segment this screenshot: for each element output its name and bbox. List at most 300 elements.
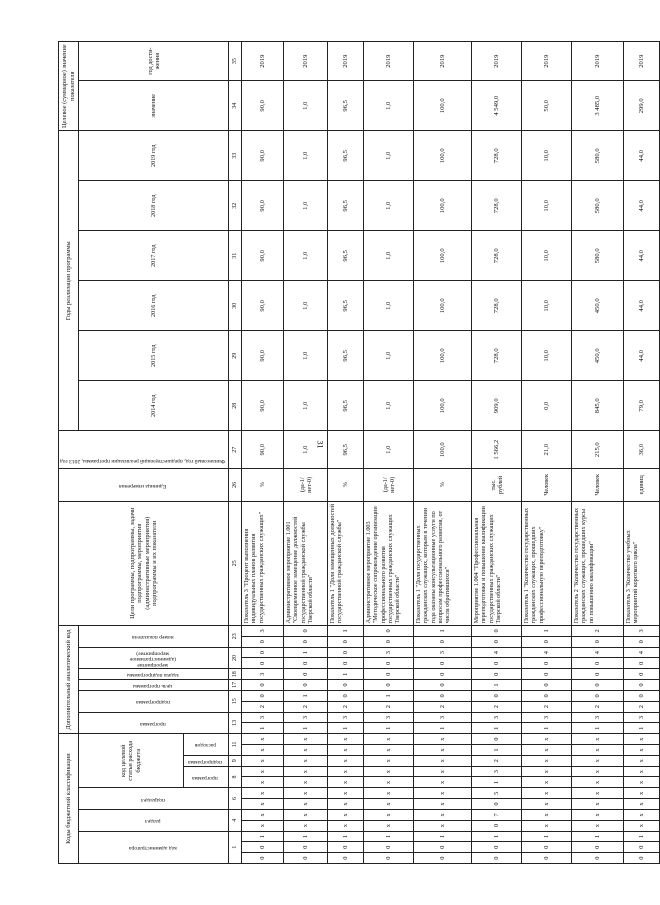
- code-digit: 0: [242, 636, 284, 647]
- row-year-value: 728,0: [472, 181, 522, 231]
- header-extra-code: Дополнительный аналитический код: [59, 625, 79, 733]
- code-digit: x: [414, 777, 472, 788]
- code-digit: 1: [414, 625, 472, 636]
- header-subsection: подраздел: [79, 788, 229, 810]
- code-digit: 4: [472, 647, 522, 658]
- row-year-value: 1,0: [284, 181, 328, 231]
- code-digit: 0: [472, 799, 522, 810]
- row-reach-year: 2019: [284, 42, 328, 81]
- code-digit: 0: [284, 842, 328, 853]
- code-digit: 0: [572, 842, 624, 853]
- row-unit: единиц: [624, 469, 660, 501]
- code-digit: 4: [624, 647, 660, 658]
- row-unit: %: [328, 469, 364, 501]
- row-year-value: 96,5: [328, 181, 364, 231]
- code-digit: 1: [364, 723, 414, 734]
- code-digit: 0: [624, 658, 660, 669]
- code-digit: 0: [624, 853, 660, 864]
- table-row: [624, 42, 660, 864]
- code-digit: 0: [328, 680, 364, 691]
- row-year-value: 10,0: [522, 331, 572, 381]
- code-digit: 0: [522, 853, 572, 864]
- header-financing: Финансовый год, предшествующий реализации программы, 2013 год: [59, 431, 229, 469]
- code-digit: 3: [624, 625, 660, 636]
- code-digit: x: [572, 809, 624, 820]
- row-description: Показатель 2 "Количество государственных гражданских служащих, прошедших курсы по повышению квалификации": [572, 501, 624, 625]
- row-target-value: 1,0: [284, 81, 328, 131]
- table-row: [522, 42, 572, 864]
- code-digit: x: [364, 755, 414, 766]
- row-target-value: 96,5: [328, 81, 364, 131]
- code-digit: x: [522, 799, 572, 810]
- code-digit: x: [522, 734, 572, 745]
- code-digit: 0: [624, 842, 660, 853]
- code-digit: 0: [364, 669, 414, 680]
- code-digit: x: [414, 755, 472, 766]
- code-digit: x: [328, 788, 364, 799]
- row-unit: %: [414, 469, 472, 501]
- code-digit: 0: [624, 690, 660, 701]
- code-digit: 0: [242, 842, 284, 853]
- code-digit: x: [522, 788, 572, 799]
- row-value-2013: 215,0: [572, 431, 624, 469]
- code-digit: x: [572, 745, 624, 756]
- row-year-value: 728,0: [472, 281, 522, 331]
- code-digit: 1: [284, 690, 328, 701]
- row-year-value: 1,0: [364, 331, 414, 381]
- code-digit: 0: [572, 658, 624, 669]
- row-unit: %: [242, 469, 284, 501]
- code-digit: 3: [414, 647, 472, 658]
- row-description: Показатель 3 "Количество учебных мероприятий короткого цикла": [624, 501, 660, 625]
- row-reach-year: 2019: [522, 42, 572, 81]
- row-year-value: 100,0: [414, 131, 472, 181]
- code-digit: 1: [242, 723, 284, 734]
- header-program: программа: [184, 766, 229, 788]
- code-digit: x: [328, 820, 364, 831]
- header-target: Целевое (суммарное) значение показателя: [59, 42, 79, 131]
- code-digit: 0: [572, 669, 624, 680]
- row-year-value: 10,0: [522, 131, 572, 181]
- code-digit: x: [624, 777, 660, 788]
- code-digit: 0: [414, 636, 472, 647]
- row-year-value: 96,5: [328, 231, 364, 281]
- row-year-value: 100,0: [414, 331, 472, 381]
- code-digit: 1: [522, 625, 572, 636]
- code-digit: 0: [284, 680, 328, 691]
- row-year-value: 1,0: [284, 381, 328, 431]
- code-digit: x: [522, 755, 572, 766]
- code-digit: 0: [472, 853, 522, 864]
- code-digit: x: [284, 777, 328, 788]
- code-digit: 2: [284, 701, 328, 712]
- row-year-value: 1,0: [364, 231, 414, 281]
- header-admin-code: код администратора: [79, 831, 229, 863]
- code-digit: x: [284, 799, 328, 810]
- row-unit: Человек: [572, 469, 624, 501]
- code-digit: 0: [572, 853, 624, 864]
- code-digit: 3: [472, 766, 522, 777]
- row-year-value: 90,0: [242, 381, 284, 431]
- row-year-value: 44,0: [624, 231, 660, 281]
- table-row: [414, 42, 472, 864]
- row-year-value: 728,0: [472, 331, 522, 381]
- row-reach-year: 2019: [242, 42, 284, 81]
- code-digit: x: [364, 777, 414, 788]
- code-digit: 0: [364, 853, 414, 864]
- row-year-value: 79,0: [624, 381, 660, 431]
- header-indicator-no: номер показателя: [79, 625, 229, 647]
- row-year-value: 845,0: [572, 381, 624, 431]
- row-unit: Человек: [522, 469, 572, 501]
- code-digit: x: [572, 755, 624, 766]
- code-digit: x: [572, 788, 624, 799]
- code-digit: 2: [328, 701, 364, 712]
- code-digit: 0: [364, 842, 414, 853]
- code-digit: 3: [284, 712, 328, 723]
- code-digit: x: [242, 755, 284, 766]
- header-subprogram-task: задача подпрограммы: [79, 669, 229, 680]
- code-digit: x: [242, 766, 284, 777]
- code-digit: 2: [364, 701, 414, 712]
- row-reach-year: 2019: [364, 42, 414, 81]
- code-digit: x: [284, 734, 328, 745]
- table-row: [572, 42, 624, 864]
- code-digit: 0: [242, 690, 284, 701]
- code-digit: 1: [472, 745, 522, 756]
- code-digit: x: [522, 777, 572, 788]
- row-year-value: 728,0: [472, 231, 522, 281]
- code-digit: 0: [364, 636, 414, 647]
- header-section: раздел: [79, 809, 229, 831]
- code-digit: x: [572, 777, 624, 788]
- code-digit: 3: [414, 712, 472, 723]
- code-digit: 1: [522, 723, 572, 734]
- table-row: [364, 42, 414, 864]
- code-digit: x: [284, 766, 328, 777]
- code-digit: 1: [572, 831, 624, 842]
- row-year-value: 909,0: [472, 381, 522, 431]
- row-target-value: 1,0: [364, 81, 414, 131]
- code-digit: 0: [472, 625, 522, 636]
- code-digit: 4: [572, 647, 624, 658]
- row-value-2013: 36,0: [624, 431, 660, 469]
- code-digit: 1: [472, 831, 522, 842]
- row-year-value: 450,0: [572, 281, 624, 331]
- header-csr: код целевой статьи расхода бюджета: [79, 734, 184, 788]
- code-digit: 0: [522, 658, 572, 669]
- code-digit: x: [624, 788, 660, 799]
- code-digit: x: [364, 809, 414, 820]
- code-digit: 0: [624, 636, 660, 647]
- code-digit: 2: [624, 701, 660, 712]
- code-digit: 1: [472, 680, 522, 691]
- row-value-2013: 21,0: [522, 431, 572, 469]
- row-year-value: 96,5: [328, 381, 364, 431]
- row-value-2013: 1 566,2: [472, 431, 522, 469]
- code-digit: x: [624, 734, 660, 745]
- code-digit: 0: [522, 690, 572, 701]
- header-subprogram: подпрограмма: [184, 755, 229, 766]
- code-digit: 1: [364, 831, 414, 842]
- row-year-value: 100,0: [414, 231, 472, 281]
- header-y2018: 2018 год: [79, 181, 229, 231]
- code-digit: 0: [284, 853, 328, 864]
- code-digit: 0: [624, 680, 660, 691]
- row-year-value: 96,5: [328, 281, 364, 331]
- row-year-value: 10,0: [522, 281, 572, 331]
- code-digit: x: [624, 755, 660, 766]
- code-digit: 0: [414, 680, 472, 691]
- code-digit: 0: [624, 669, 660, 680]
- code-digit: 0: [572, 680, 624, 691]
- row-value-2013: 1,0: [364, 431, 414, 469]
- code-digit: x: [572, 734, 624, 745]
- row-target-value: 3 485,0: [572, 81, 624, 131]
- code-digit: x: [522, 809, 572, 820]
- header-years: Годы реализации программы: [59, 131, 79, 431]
- code-digit: 0: [572, 636, 624, 647]
- header-y2017: 2017 год: [79, 231, 229, 281]
- code-digit: x: [414, 788, 472, 799]
- row-reach-year: 2019: [328, 42, 364, 81]
- row-year-value: 10,0: [522, 181, 572, 231]
- code-digit: x: [414, 799, 472, 810]
- code-digit: 3: [364, 712, 414, 723]
- code-digit: 1: [328, 723, 364, 734]
- header-measure: мероприятие (административное мероприятие): [79, 647, 229, 669]
- code-digit: 0: [242, 658, 284, 669]
- row-year-value: 580,0: [572, 181, 624, 231]
- code-digit: 3: [242, 669, 284, 680]
- row-year-value: 1,0: [364, 131, 414, 181]
- page-number: 31: [315, 440, 325, 449]
- code-digit: 2: [572, 701, 624, 712]
- code-digit: 3: [328, 712, 364, 723]
- code-digit: x: [328, 755, 364, 766]
- code-digit: 1: [242, 831, 284, 842]
- row-reach-year: 2019: [414, 42, 472, 81]
- code-digit: 0: [328, 842, 364, 853]
- code-digit: 3: [572, 712, 624, 723]
- table-body: [242, 42, 660, 864]
- row-value-2013: 100,0: [414, 431, 472, 469]
- row-reach-year: 2019: [472, 42, 522, 81]
- code-digit: x: [624, 799, 660, 810]
- code-digit: 0: [472, 658, 522, 669]
- code-digit: 3: [522, 712, 572, 723]
- code-digit: 0: [328, 853, 364, 864]
- row-target-value: 90,0: [242, 81, 284, 131]
- code-digit: 0: [472, 842, 522, 853]
- row-year-value: 1,0: [364, 281, 414, 331]
- row-reach-year: 2019: [572, 42, 624, 81]
- code-digit: 1: [572, 723, 624, 734]
- code-digit: 1: [284, 723, 328, 734]
- code-digit: x: [414, 809, 472, 820]
- code-digit: 0: [284, 636, 328, 647]
- row-year-value: 100,0: [414, 381, 472, 431]
- code-digit: 1: [414, 723, 472, 734]
- code-digit: x: [364, 788, 414, 799]
- row-description: Показатель 1 "Количество государственных гражданских служащих, прошедших профессиональную переподготовку": [522, 501, 572, 625]
- code-digit: 3: [624, 712, 660, 723]
- row-unit: (да-1/нет-0): [284, 469, 328, 501]
- header-y2016: 2016 год: [79, 281, 229, 331]
- code-digit: 0: [364, 680, 414, 691]
- row-year-value: 90,0: [242, 131, 284, 181]
- row-description: Административное мероприятие 1.003 "Методическое сопровождение организации профессионального развития государственных гражданских служащих Тверской области": [364, 501, 414, 625]
- code-digit: 3: [242, 625, 284, 636]
- row-year-value: 10,0: [522, 231, 572, 281]
- code-digit: 4: [522, 647, 572, 658]
- code-digit: x: [328, 777, 364, 788]
- code-digit: x: [328, 799, 364, 810]
- row-year-value: 0,0: [522, 381, 572, 431]
- row-year-value: 580,0: [572, 231, 624, 281]
- code-digit: 0: [414, 842, 472, 853]
- table-row: [328, 42, 364, 864]
- code-digit: 3: [472, 712, 522, 723]
- code-digit: x: [242, 799, 284, 810]
- code-digit: x: [242, 745, 284, 756]
- code-digit: 2: [522, 701, 572, 712]
- code-digit: x: [284, 820, 328, 831]
- code-digit: 0: [414, 658, 472, 669]
- code-digit: 0: [472, 820, 522, 831]
- row-year-value: 44,0: [624, 181, 660, 231]
- header-value: значение: [79, 81, 229, 131]
- code-digit: x: [284, 755, 328, 766]
- code-digit: 1: [284, 831, 328, 842]
- row-description: Административное мероприятие 1.001 "Своевременное замещение должностей государственной гражданской службы Тверской области": [284, 501, 328, 625]
- code-digit: x: [284, 809, 328, 820]
- row-year-value: 44,0: [624, 131, 660, 181]
- code-digit: x: [328, 734, 364, 745]
- code-digit: 1: [328, 625, 364, 636]
- table-row: [242, 42, 284, 864]
- row-year-value: 96,5: [328, 331, 364, 381]
- code-digit: 0: [414, 669, 472, 680]
- row-year-value: 1,0: [364, 181, 414, 231]
- row-description: Показатель 1 "Доля замещенных должностей государственной гражданской службы": [328, 501, 364, 625]
- code-digit: 2: [472, 701, 522, 712]
- code-digit: x: [242, 820, 284, 831]
- code-digit: 0: [414, 853, 472, 864]
- code-digit: 0: [522, 842, 572, 853]
- code-digit: 2: [242, 701, 284, 712]
- code-digit: 0: [328, 658, 364, 669]
- code-digit: x: [414, 766, 472, 777]
- code-digit: x: [364, 745, 414, 756]
- code-digit: x: [522, 745, 572, 756]
- code-digit: 1: [472, 777, 522, 788]
- code-digit: x: [242, 734, 284, 745]
- row-value-2013: 96,5: [328, 431, 364, 469]
- row-year-value: 580,0: [572, 131, 624, 181]
- row-unit: (да-1/нет-0): [364, 469, 414, 501]
- header-year-reach: год дости-жения: [79, 42, 229, 81]
- header-unit: Единица измерения: [59, 469, 229, 501]
- code-digit: x: [624, 766, 660, 777]
- header-y2015: 2015 год: [79, 331, 229, 381]
- code-digit: 0: [472, 636, 522, 647]
- code-digit: 1: [328, 831, 364, 842]
- code-digit: 0: [328, 690, 364, 701]
- code-digit: 0: [242, 647, 284, 658]
- row-year-value: 1,0: [284, 331, 328, 381]
- code-digit: x: [242, 777, 284, 788]
- code-digit: x: [624, 820, 660, 831]
- code-digit: 0: [364, 658, 414, 669]
- row-year-value: 1,0: [284, 281, 328, 331]
- code-digit: x: [364, 766, 414, 777]
- row-year-value: 90,0: [242, 331, 284, 381]
- column-index-row: 1 4 6 8 9 11 13 15 17 18 20 23 25 26 27 28 29 30 31 32 33 34 35: [229, 42, 242, 864]
- table-row: [472, 42, 522, 864]
- header-goals: Цели программы, подпрограммы, задачи подпрограммы, мероприятия (административные мероприятия) подпрограммы и их показатели: [59, 501, 229, 625]
- code-digit: x: [242, 788, 284, 799]
- row-year-value: 90,0: [242, 281, 284, 331]
- row-year-value: 44,0: [624, 331, 660, 381]
- code-digit: 0: [284, 658, 328, 669]
- code-digit: 2: [572, 625, 624, 636]
- code-digit: 1: [624, 723, 660, 734]
- row-year-value: 100,0: [414, 281, 472, 331]
- code-digit: x: [624, 745, 660, 756]
- row-description: Показатель 1 "Доля государственных гражданских служащих, которым в течении года оказаны консультационные услуги по вопросам профессионального развития, от числа обратившихся": [414, 501, 472, 625]
- code-digit: 0: [284, 669, 328, 680]
- code-digit: x: [242, 809, 284, 820]
- document-sheet: [58, 41, 646, 864]
- code-digit: 0: [414, 690, 472, 701]
- code-digit: 0: [472, 734, 522, 745]
- code-digit: 1: [472, 723, 522, 734]
- code-digit: x: [328, 809, 364, 820]
- row-reach-year: 2019: [624, 42, 660, 81]
- code-digit: 2: [472, 755, 522, 766]
- code-digit: x: [364, 734, 414, 745]
- code-digit: x: [328, 745, 364, 756]
- row-year-value: 1,0: [284, 231, 328, 281]
- row-year-value: 728,0: [472, 131, 522, 181]
- row-year-value: 1,0: [284, 131, 328, 181]
- row-year-value: 90,0: [242, 231, 284, 281]
- code-digit: 1: [284, 647, 328, 658]
- row-description: Мероприятие 1.004 "Профессиональная переподготовка и повышение квалификации государственных гражданских служащих Тверской области": [472, 501, 522, 625]
- row-value-2013: 1,0: [284, 431, 328, 469]
- code-digit: x: [414, 745, 472, 756]
- code-digit: x: [572, 799, 624, 810]
- header-direction: расходов: [184, 734, 229, 756]
- code-digit: 0: [242, 680, 284, 691]
- code-digit: 3: [364, 647, 414, 658]
- header-budget-codes: Коды бюджетной классификации: [59, 734, 79, 864]
- code-digit: x: [284, 745, 328, 756]
- code-digit: x: [328, 766, 364, 777]
- header-program-short: программа: [79, 712, 229, 734]
- code-digit: x: [624, 809, 660, 820]
- row-unit: тыс. рублей: [472, 469, 522, 501]
- code-digit: x: [572, 766, 624, 777]
- row-description: Показатель 3 "Процент выполнения индивидуальных планов развития государственных гражданских служащих": [242, 501, 284, 625]
- code-digit: x: [572, 820, 624, 831]
- code-digit: 1: [624, 831, 660, 842]
- row-year-value: 1,0: [364, 381, 414, 431]
- table-row: [284, 42, 328, 864]
- code-digit: 0: [572, 690, 624, 701]
- row-year-value: 90,0: [242, 181, 284, 231]
